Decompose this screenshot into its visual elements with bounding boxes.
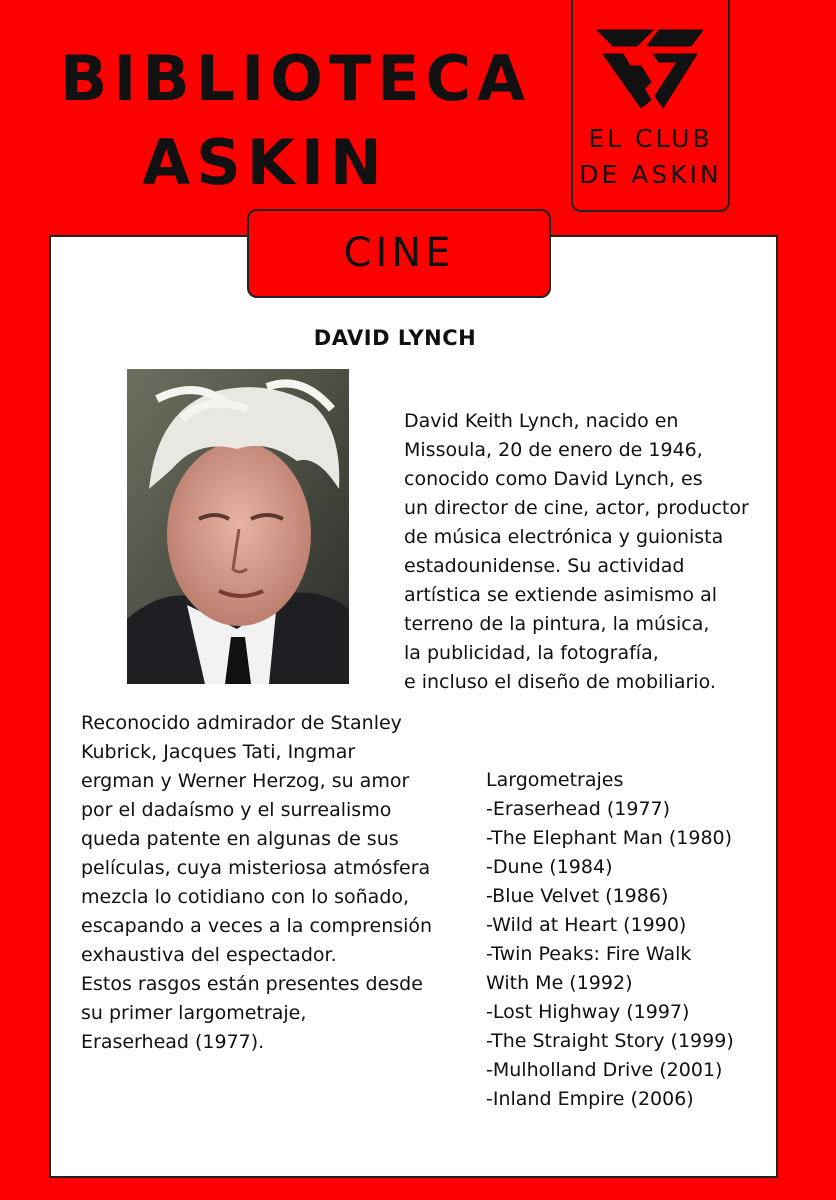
bio-line: la publicidad, la fotografía, <box>404 642 659 664</box>
admirer-line: escapando a veces a la comprensión <box>81 915 433 937</box>
bio-line: un director de cine, actor, productor <box>404 497 749 519</box>
section-tab <box>247 209 551 298</box>
film-item: -Twin Peaks: Fire Walk <box>486 943 692 965</box>
film-item: -Dune (1984) <box>486 856 613 878</box>
film-item: -Inland Empire (2006) <box>486 1088 694 1110</box>
film-item: -Eraserhead (1977) <box>486 798 671 820</box>
film-item: -Lost Highway (1997) <box>486 1001 690 1023</box>
film-item: -Wild at Heart (1990) <box>486 914 687 936</box>
title-line-2: ASKIN <box>142 126 388 199</box>
bio-line: e incluso el diseño de mobiliario. <box>404 671 716 693</box>
film-item: -The Straight Story (1999) <box>486 1030 734 1052</box>
filmography-list <box>486 766 734 1114</box>
admirer-line: Kubrick, Jacques Tati, Ingmar <box>81 741 356 763</box>
admirer-line: ergman y Werner Herzog, su amor <box>81 770 410 792</box>
bio-line: de música electrónica y guionista <box>404 526 724 548</box>
admirer-paragraph <box>81 709 432 1057</box>
interlocked-triangles-logo-icon <box>593 24 707 110</box>
film-item: With Me (1992) <box>486 972 633 994</box>
article-heading: DAVID LYNCH <box>313 326 477 350</box>
admirer-line: queda patente en algunas de sus <box>81 828 399 850</box>
club-badge <box>571 0 730 212</box>
film-item: Largometrajes <box>486 769 624 791</box>
film-item: -The Elephant Man (1980) <box>486 827 733 849</box>
bio-line: conocido como David Lynch, es <box>404 468 703 490</box>
admirer-line: Estos rasgos están presentes desde <box>81 973 423 995</box>
admirer-line: películas, cuya misteriosa atmósfera <box>81 857 431 879</box>
bio-line: artística se extiende asimismo al <box>404 584 718 606</box>
portrait-photo <box>127 369 349 684</box>
admirer-line: mezcla lo cotidiano con lo soñado, <box>81 886 410 908</box>
section-label: CINE <box>343 230 455 276</box>
film-item: -Blue Velvet (1986) <box>486 885 669 907</box>
admirer-line: su primer largometraje, <box>81 1002 307 1024</box>
club-name-line-1: EL CLUB <box>588 124 713 153</box>
admirer-line: exhaustiva del espectador. <box>81 944 337 966</box>
bio-line: terreno de la pintura, la música, <box>404 613 710 635</box>
title-line-1: BIBLIOTECA <box>60 42 531 115</box>
club-name-line-2: DE ASKIN <box>579 160 722 189</box>
bio-line: David Keith Lynch, nacido en <box>404 410 679 432</box>
bio-paragraph <box>404 407 749 697</box>
film-item: -Mulholland Drive (2001) <box>486 1059 723 1081</box>
admirer-line: Reconocido admirador de Stanley <box>81 712 402 734</box>
bio-line: Missoula, 20 de enero de 1946, <box>404 439 703 461</box>
admirer-line: Eraserhead (1977). <box>81 1031 265 1053</box>
bio-line: estadounidense. Su actividad <box>404 555 685 577</box>
admirer-line: por el dadaísmo y el surrealismo <box>81 799 392 821</box>
